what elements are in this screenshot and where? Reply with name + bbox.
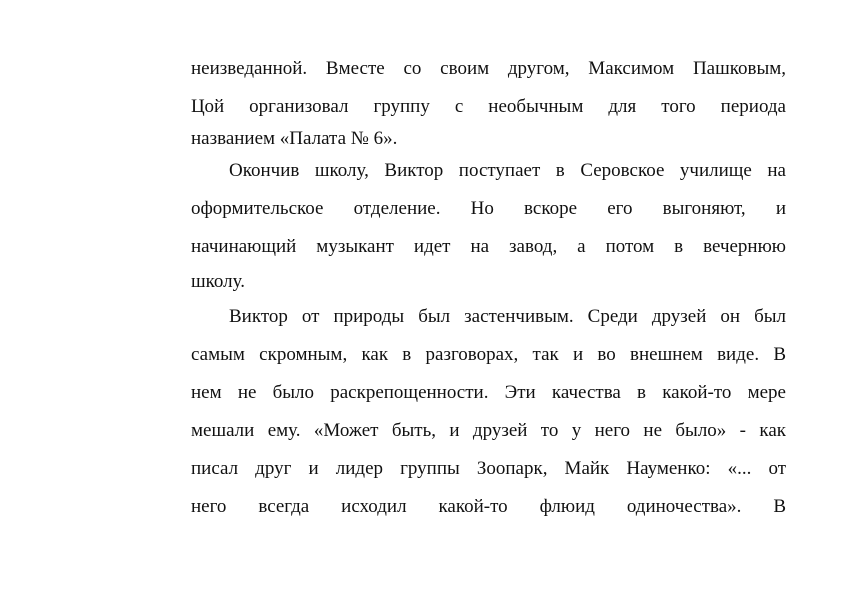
text-line: нем не было раскрепощенности. Эти качества в какой-то мере bbox=[191, 382, 786, 403]
text-line: самым скромным, как в разговорах, так и во внешнем виде. В bbox=[191, 344, 786, 365]
text-line: него всегда исходил какой-то флюид одиночества». В bbox=[191, 496, 786, 517]
text-line: начинающий музыкант идет на завод, а потом в вечернюю bbox=[191, 236, 786, 257]
paragraph-start-line: Окончив школу, Виктор поступает в Серовское училище на bbox=[229, 160, 786, 181]
text-line: названием «Палата № 6». bbox=[191, 128, 398, 149]
body-text bbox=[191, 50, 786, 526]
text-line: неизведанной. Вместе со своим другом, Максимом Пашковым, bbox=[191, 58, 786, 79]
text-line: мешали ему. «Может быть, и друзей то у него не было» - как bbox=[191, 420, 786, 441]
text-line: Цой организовал группу с необычным для того периода bbox=[191, 96, 786, 117]
text-line: школу. bbox=[191, 271, 245, 292]
paragraph-start-line: Виктор от природы был застенчивым. Среди друзей он был bbox=[229, 306, 786, 327]
text-line: оформительское отделение. Но вскоре его выгоняют, и bbox=[191, 198, 786, 219]
text-line: писал друг и лидер группы Зоопарк, Майк Науменко: «... от bbox=[191, 458, 786, 479]
